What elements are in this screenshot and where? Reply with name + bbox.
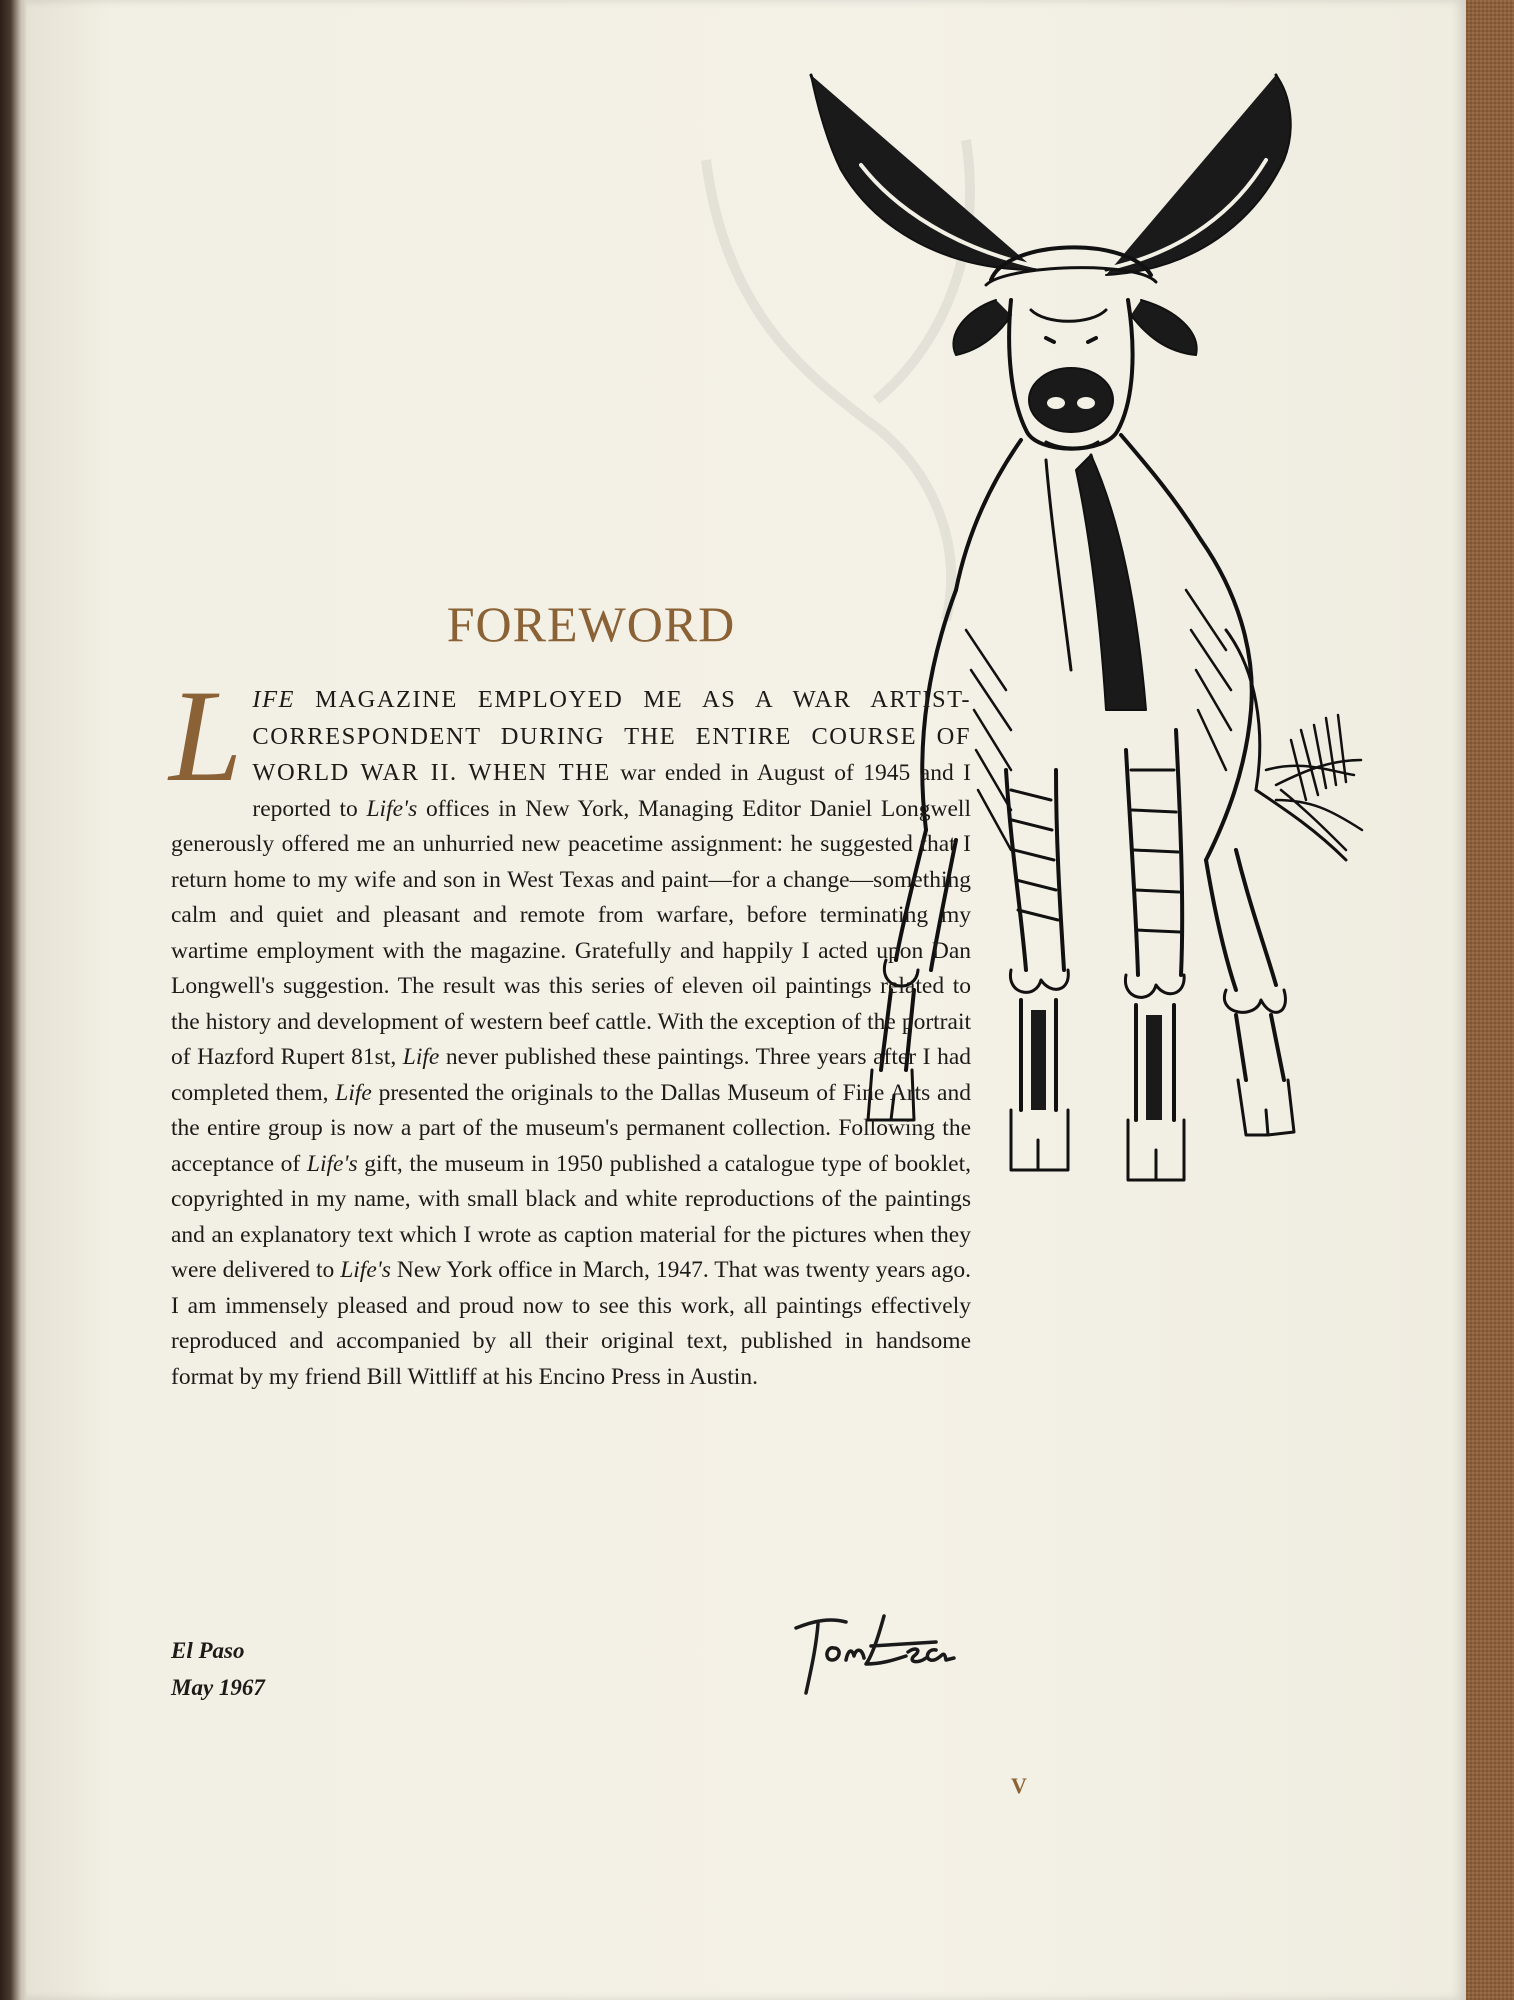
intro-small-caps-italic: IFE	[252, 686, 296, 713]
body-segment: New York office in March, 1947. That was twenty years ago. I am immensely pleased and proud now to see this work, all paintings effectively reproduced and accompanied by all their original text, published in handsome format by my friend Bill Wittliff at his Encino Press in Austin.	[171, 1257, 971, 1390]
author-signature	[786, 1608, 961, 1700]
drop-cap: L	[169, 662, 243, 809]
signoff-block	[171, 1632, 265, 1706]
page-number: V	[1011, 1773, 1027, 1798]
life-italic: Life's	[340, 1257, 391, 1283]
life-italic: Life's	[306, 1150, 358, 1177]
intro-small-caps: MAGAZINE EMPLOYED ME AS A WAR ARTIST-CORRESPONDENT DURING THE ENTIRE COURSE OF WORLD WAR II. WHEN THE	[252, 686, 971, 786]
foreword-body	[169, 662, 971, 1395]
book-cover-edge	[1462, 0, 1514, 2000]
signoff-date: May 1967	[171, 1675, 265, 1700]
book-page	[26, 0, 1466, 2000]
body-segment: war ended in August of 1945 and I reported to	[252, 760, 971, 822]
body-segment: never published these paintings. Three years after I had completed them,	[171, 1044, 971, 1106]
signoff-place: El Paso	[171, 1638, 245, 1663]
life-italic: Life	[335, 1079, 372, 1106]
life-italic: Life's	[366, 795, 418, 822]
body-segment: offices in New York, Managing Editor Daniel Longwell generously offered me an unhurried new peacetime assignment: he suggested that I return home to my wife and son in West Texas and paint—for a change—something calm and quiet and pleasant and remote from warfare, before terminating my wartime employment with the magazine. Gratefully and happily I acted upon Dan Longwell's suggestion. The result was this series of eleven oil paintings related to the history and development of western beef cattle. With the exception of the portrait of Hazford Rupert 81st,	[171, 795, 971, 1070]
body-segment: gift, the museum in 1950 published a catalogue type of booklet, copyrighted in my name, with small black and white reproductions of the paintings and an explanatory text which I wrote as caption material for the pictures when they were delivered to	[171, 1150, 971, 1283]
page-title: FOREWORD	[446, 596, 736, 652]
life-italic: Life	[402, 1044, 440, 1070]
body-segment: presented the originals to the Dallas Museum of Fine Arts and the entire group is now a part of the museum's permanent collection. Following the acceptance of	[171, 1079, 971, 1177]
